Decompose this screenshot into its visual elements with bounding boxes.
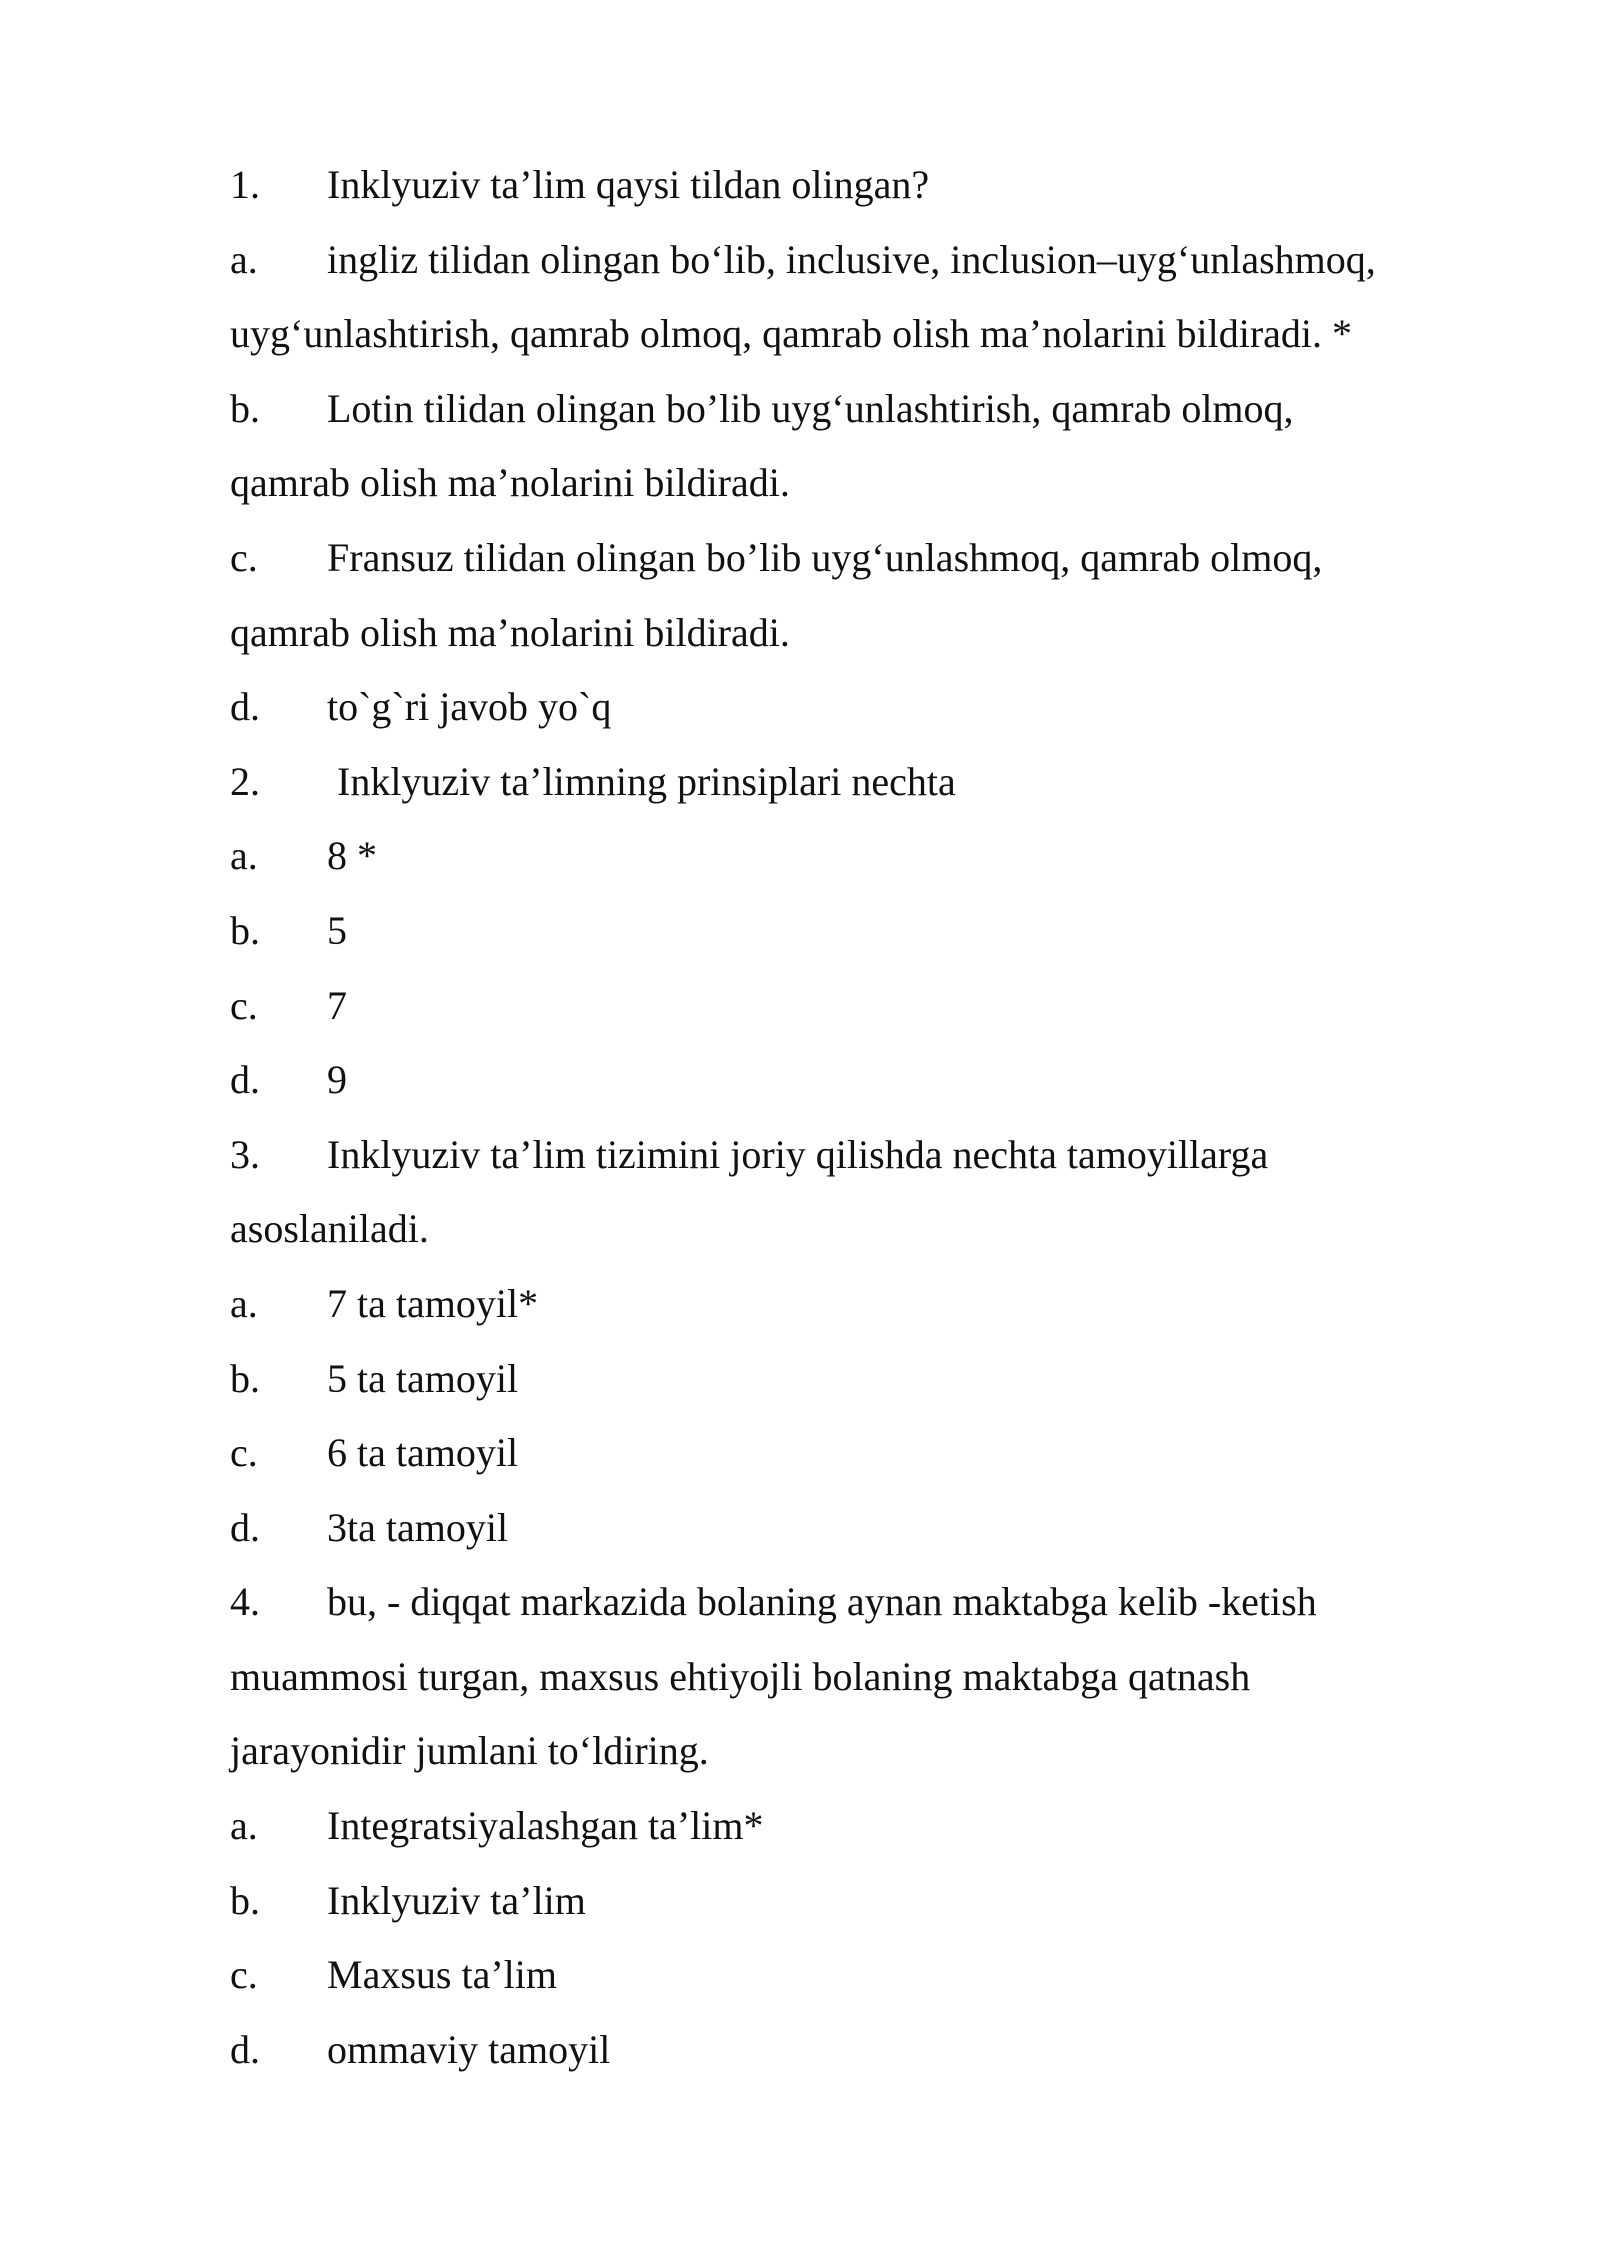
option-1c-continuation [230, 596, 1465, 671]
option-1b-continuation [230, 446, 1465, 521]
option-text: 5 ta tamoyil [327, 1355, 519, 1401]
option-text: to`g`ri javob yo`q [327, 684, 612, 730]
option-text: 7 [327, 982, 347, 1028]
option-2b [230, 894, 1465, 969]
question-text: Inklyuziv ta’lim tizimini joriy qilishda nechta tamoyillarga [327, 1131, 1269, 1177]
question-text: Inklyuziv ta’lim qaysi tildan olingan? [327, 162, 930, 207]
option-letter: b. [230, 1877, 260, 1923]
document-page [230, 148, 1465, 2087]
option-1a-continuation [230, 297, 1465, 372]
question-text: Inklyuziv ta’limning prinsiplari nechta [337, 758, 956, 804]
option-1d [230, 670, 1465, 745]
question-number: 4. [230, 1579, 260, 1625]
question-4 [230, 1565, 1465, 1640]
option-3c [230, 1416, 1465, 1491]
option-text-continuation: uyg‘unlashtirish, qamrab olmoq, qamrab olish ma’nolarini bildiradi. * [230, 311, 1353, 357]
option-3d [230, 1491, 1465, 1566]
option-1b [230, 372, 1465, 447]
option-text: 6 ta tamoyil [327, 1430, 519, 1476]
option-letter: b. [230, 907, 260, 953]
question-number: 3. [230, 1131, 260, 1177]
option-letter: b. [230, 1355, 260, 1401]
question-4-continuation [230, 1640, 1465, 1715]
option-letter: c. [230, 1430, 258, 1476]
question-3-continuation [230, 1192, 1465, 1267]
question-text-continuation: jarayonidir jumlani to‘ldiring. [230, 1728, 709, 1774]
option-3b [230, 1342, 1465, 1417]
option-2d [230, 1043, 1465, 1118]
option-text: 8 * [327, 833, 377, 879]
option-letter: d. [230, 684, 260, 730]
option-letter: d. [230, 1057, 260, 1103]
option-text: Lotin tilidan olingan bo’lib uyg‘unlashtirish, qamrab olmoq, [327, 385, 1294, 431]
option-text-continuation: qamrab olish ma’nolarini bildiradi. [230, 460, 790, 506]
option-text-continuation: qamrab olish ma’nolarini bildiradi. [230, 609, 790, 655]
option-3a [230, 1267, 1465, 1342]
option-letter: c. [230, 982, 258, 1028]
option-text: ingliz tilidan olingan bo‘lib, inclusive, inclusion–uyg‘unlashmoq, [327, 236, 1376, 282]
option-1a [230, 223, 1465, 298]
question-text-continuation: asoslaniladi. [230, 1206, 429, 1252]
option-letter: a. [230, 1803, 258, 1849]
option-letter: c. [230, 1952, 258, 1998]
option-text: Maxsus ta’lim [327, 1952, 557, 1998]
option-letter: a. [230, 833, 258, 879]
option-text: Fransuz tilidan olingan bo’lib uyg‘unlashmoq, qamrab olmoq, [327, 534, 1323, 580]
option-text: Integratsiyalashgan ta’lim* [327, 1803, 764, 1849]
question-2 [230, 745, 1465, 820]
option-letter: b. [230, 385, 260, 431]
option-letter: d. [230, 2026, 260, 2072]
option-letter: c. [230, 534, 258, 580]
option-text: 3ta tamoyil [327, 1504, 509, 1550]
option-4a [230, 1789, 1465, 1864]
option-text: 5 [327, 907, 347, 953]
option-letter: a. [230, 236, 258, 282]
question-1 [230, 148, 1465, 223]
question-number: 2. [230, 758, 260, 804]
option-4d [230, 2013, 1465, 2088]
option-text: Inklyuziv ta’lim [327, 1877, 586, 1923]
question-text: bu, - diqqat markazida bolaning aynan maktabga kelib -ketish [327, 1579, 1317, 1625]
question-number: 1. [230, 162, 260, 207]
option-letter: a. [230, 1280, 258, 1326]
question-4-continuation-2 [230, 1714, 1465, 1789]
option-letter: d. [230, 1504, 260, 1550]
question-3 [230, 1118, 1465, 1193]
option-text: 7 ta tamoyil* [327, 1280, 539, 1326]
option-4b [230, 1864, 1465, 1939]
option-2c [230, 969, 1465, 1044]
option-2a [230, 819, 1465, 894]
question-text-continuation: muammosi turgan, maxsus ehtiyojli bolaning maktabga qatnash [230, 1653, 1251, 1699]
option-text: 9 [327, 1057, 347, 1103]
option-4c [230, 1938, 1465, 2013]
option-1c [230, 521, 1465, 596]
option-text: ommaviy tamoyil [327, 2026, 611, 2072]
